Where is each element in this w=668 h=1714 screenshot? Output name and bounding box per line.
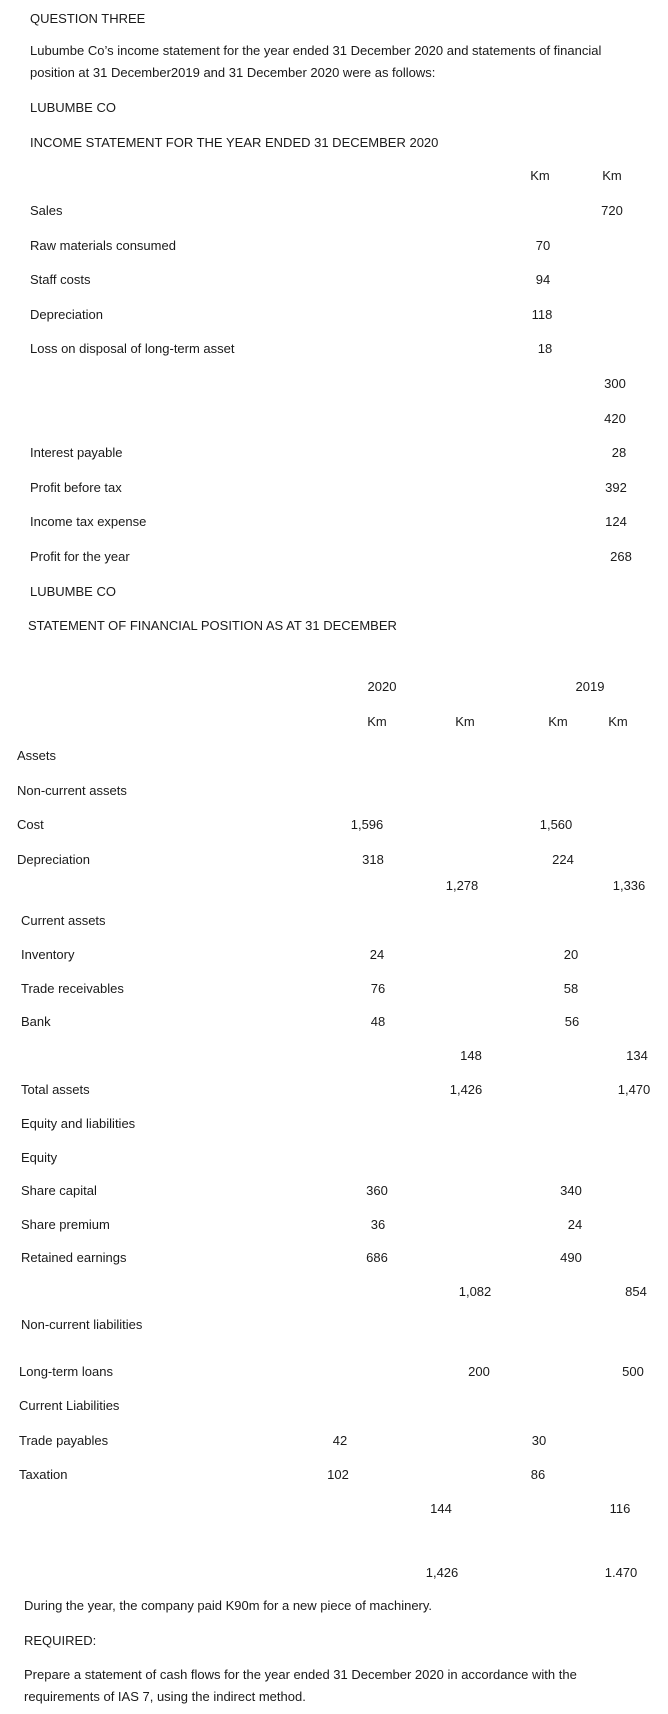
question-title: QUESTION THREE: [30, 11, 146, 26]
sofp-loans-label: Long-term loans: [19, 1364, 113, 1379]
sofp-receivables-2020: 76: [370, 981, 386, 996]
sofp-loans-2019: 500: [622, 1364, 644, 1379]
is-total-expenses-value: 300: [604, 376, 626, 391]
sofp-share-capital-label: Share capital: [21, 1183, 97, 1198]
sofp-payables-2019: 30: [531, 1433, 547, 1448]
sofp-total-assets-2019: 1,470: [617, 1082, 651, 1097]
sofp-nca-total-2019: 1,336: [612, 878, 646, 893]
required-text: Prepare a statement of cash flows for the year ended 31 December 2020 in accordance with the requirements of IAS 7, using the indirect method.: [24, 1667, 577, 1704]
is-loss-disposal-label: Loss on disposal of long-term asset: [30, 341, 235, 356]
sofp-equity-total-2020: 1,082: [458, 1284, 492, 1299]
is-staff-costs-label: Staff costs: [30, 272, 91, 287]
sofp-cl-label: Current Liabilities: [19, 1398, 120, 1413]
sofp-grand-total-2020: 1,426: [425, 1565, 459, 1580]
sofp-payables-label: Trade payables: [19, 1433, 109, 1448]
is-sales-value: 720: [601, 203, 623, 218]
sofp-payables-2020: 42: [332, 1433, 348, 1448]
sofp-unit-d: Km: [608, 714, 628, 729]
income-statement-title: INCOME STATEMENT FOR THE YEAR ENDED 31 DECEMBER 2020: [30, 135, 439, 150]
is-raw-materials-value: 70: [535, 238, 551, 253]
sofp-retained-2020: 686: [366, 1250, 388, 1265]
sofp-share-capital-2020: 360: [366, 1183, 388, 1198]
sofp-equity-label: Equity: [21, 1150, 58, 1165]
sofp-share-premium-2019: 24: [567, 1217, 583, 1232]
required-label: REQUIRED:: [24, 1633, 97, 1648]
sofp-year-2020: 2020: [367, 679, 397, 694]
is-raw-materials-label: Raw materials consumed: [30, 238, 176, 253]
sofp-cl-total-2020: 144: [430, 1501, 452, 1516]
sofp-assets-label: Assets: [17, 748, 57, 763]
intro-paragraph: Lubumbe Co’s income statement for the year ended 31 December 2020 and statements of financial position at 31 December2019 and 31 December 2020 were as follows:: [30, 43, 602, 80]
sofp-cl-total-2019: 116: [609, 1501, 631, 1516]
sofp-receivables-2019: 58: [563, 981, 579, 996]
sofp-cost-2019: 1,560: [539, 817, 573, 832]
sofp-ca-total-2019: 134: [626, 1048, 648, 1063]
sofp-title: STATEMENT OF FINANCIAL POSITION AS AT 31 DECEMBER: [28, 618, 397, 633]
sofp-depreciation-label: Depreciation: [17, 852, 90, 867]
sofp-ncl-label: Non-current liabilities: [21, 1317, 143, 1332]
is-staff-costs-value: 94: [535, 272, 551, 287]
is-pbt-value: 392: [605, 480, 627, 495]
is-depreciation-label: Depreciation: [30, 307, 103, 322]
sofp-equity-total-2019: 854: [625, 1284, 647, 1299]
sofp-share-capital-2019: 340: [560, 1183, 582, 1198]
sofp-total-assets-2020: 1,426: [449, 1082, 483, 1097]
is-tax-value: 124: [605, 514, 627, 529]
sofp-ca-total-2020: 148: [460, 1048, 482, 1063]
sofp-year-2019: 2019: [575, 679, 605, 694]
sofp-cost-2020: 1,596: [350, 817, 384, 832]
is-loss-disposal-value: 18: [537, 341, 553, 356]
company-name: LUBUMBE CO: [30, 100, 116, 115]
is-interest-value: 28: [611, 445, 627, 460]
sofp-bank-label: Bank: [21, 1014, 51, 1029]
sofp-loans-2020: 200: [468, 1364, 490, 1379]
sofp-depreciation-2020: 318: [362, 852, 384, 867]
is-depreciation-value: 118: [531, 307, 553, 322]
is-interest-label: Interest payable: [30, 445, 123, 460]
sofp-bank-2019: 56: [564, 1014, 580, 1029]
sofp-share-premium-2020: 36: [370, 1217, 386, 1232]
sofp-company-name: LUBUMBE CO: [30, 584, 116, 599]
sofp-unit-c: Km: [548, 714, 568, 729]
sofp-eq-liab-label: Equity and liabilities: [21, 1116, 136, 1131]
sofp-share-premium-label: Share premium: [21, 1217, 110, 1232]
note-text: During the year, the company paid K90m for a new piece of machinery.: [24, 1598, 433, 1613]
sofp-retained-label: Retained earnings: [21, 1250, 127, 1265]
sofp-nca-total-2020: 1,278: [445, 878, 479, 893]
is-profit-value: 268: [610, 549, 632, 564]
sofp-inventory-label: Inventory: [21, 947, 75, 962]
sofp-inventory-2019: 20: [563, 947, 579, 962]
is-tax-label: Income tax expense: [30, 514, 147, 529]
sofp-retained-2019: 490: [560, 1250, 582, 1265]
sofp-taxation-2019: 86: [530, 1467, 546, 1482]
is-sales-label: Sales: [30, 203, 63, 218]
is-unit-col1: Km: [530, 168, 550, 183]
sofp-inventory-2020: 24: [369, 947, 385, 962]
sofp-depreciation-2019: 224: [552, 852, 574, 867]
is-operating-profit-value: 420: [604, 411, 626, 426]
sofp-taxation-label: Taxation: [19, 1467, 68, 1482]
sofp-cost-label: Cost: [17, 817, 44, 832]
sofp-grand-total-2019: 1.470: [604, 1565, 638, 1580]
sofp-nca-label: Non-current assets: [17, 783, 127, 798]
sofp-receivables-label: Trade receivables: [21, 981, 124, 996]
sofp-total-assets-label: Total assets: [21, 1082, 90, 1097]
sofp-bank-2020: 48: [370, 1014, 386, 1029]
is-pbt-label: Profit before tax: [30, 480, 122, 495]
sofp-ca-label: Current assets: [21, 913, 106, 928]
is-unit-col2: Km: [602, 168, 622, 183]
sofp-unit-a: Km: [367, 714, 387, 729]
sofp-taxation-2020: 102: [327, 1467, 349, 1482]
is-profit-label: Profit for the year: [30, 549, 130, 564]
sofp-unit-b: Km: [455, 714, 475, 729]
